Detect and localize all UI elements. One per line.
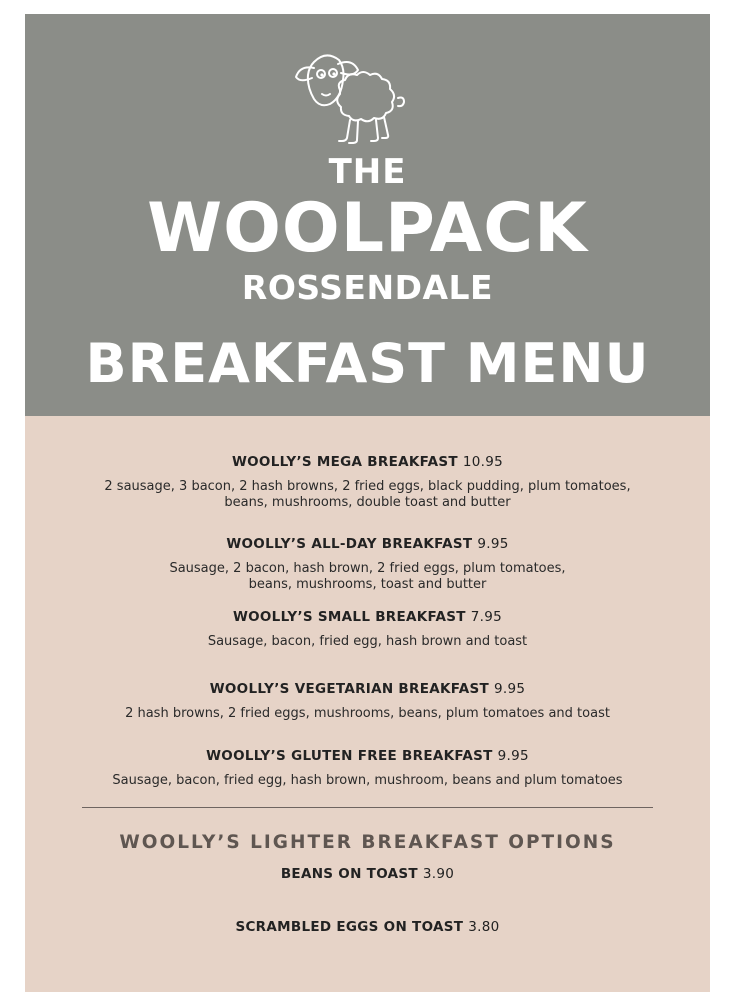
item-description-line: Sausage, bacon, fried egg, hash brown and toast — [207, 634, 528, 649]
restaurant-location: ROSSENDALE — [241, 268, 494, 307]
item-price: 9.95 — [497, 748, 529, 764]
item-description — [25, 561, 710, 593]
menu-header — [25, 14, 710, 416]
item-name: SCRAMBLED EGGS ON TOAST — [235, 919, 464, 935]
item-price: 10.95 — [462, 454, 504, 470]
item-price: 3.80 — [468, 919, 500, 935]
item-price: 7.95 — [470, 609, 503, 625]
item-description — [25, 706, 710, 722]
item-description-line: beans, mushrooms, toast and butter — [248, 577, 487, 592]
item-name: WOOLLY’S GLUTEN FREE BREAKFAST — [206, 748, 493, 764]
item-description-line: Sausage, bacon, fried egg, hash brown, mushroom, beans and plum tomatoes — [112, 773, 623, 788]
lighter-item-beans — [25, 866, 710, 882]
item-name: WOOLLY’S ALL-DAY BREAKFAST — [226, 536, 473, 552]
lighter-item-scrambled-eggs — [25, 919, 710, 935]
menu-item-all-day — [25, 536, 710, 593]
item-description-line: 2 sausage, 3 bacon, 2 hash browns, 2 fried eggs, black pudding, plum tomatoes, — [104, 479, 631, 494]
menu-item-small — [25, 609, 710, 650]
item-description — [25, 479, 710, 511]
item-description-line: Sausage, 2 bacon, hash brown, 2 fried eggs, plum tomatoes, — [169, 561, 566, 576]
section-divider — [82, 807, 653, 808]
item-description-line: 2 hash browns, 2 fried eggs, mushrooms, beans, plum tomatoes and toast — [125, 706, 610, 721]
item-description-line: beans, mushrooms, double toast and butter — [224, 495, 511, 510]
menu-item-vegetarian — [25, 681, 710, 722]
menu-item-gluten-free — [25, 748, 710, 789]
lighter-options-title: WOOLLY’S LIGHTER BREAKFAST OPTIONS — [119, 832, 616, 853]
item-name: WOOLLY’S MEGA BREAKFAST — [231, 454, 458, 470]
item-price: 3.90 — [422, 866, 455, 882]
item-price: 9.95 — [494, 681, 526, 697]
item-price: 9.95 — [477, 536, 509, 552]
menu-page — [25, 14, 710, 992]
item-name: WOOLLY’S VEGETARIAN BREAKFAST — [209, 681, 490, 697]
menu-title: BREAKFAST MENU — [85, 332, 650, 395]
sheep-icon — [288, 50, 410, 152]
item-name: WOOLLY’S SMALL BREAKFAST — [232, 609, 466, 625]
item-description — [25, 634, 710, 650]
item-name: BEANS ON TOAST — [280, 866, 418, 882]
header-the: THE — [328, 152, 407, 192]
item-description — [25, 773, 710, 789]
menu-item-mega — [25, 454, 710, 511]
restaurant-name: WOOLPACK — [147, 189, 588, 268]
